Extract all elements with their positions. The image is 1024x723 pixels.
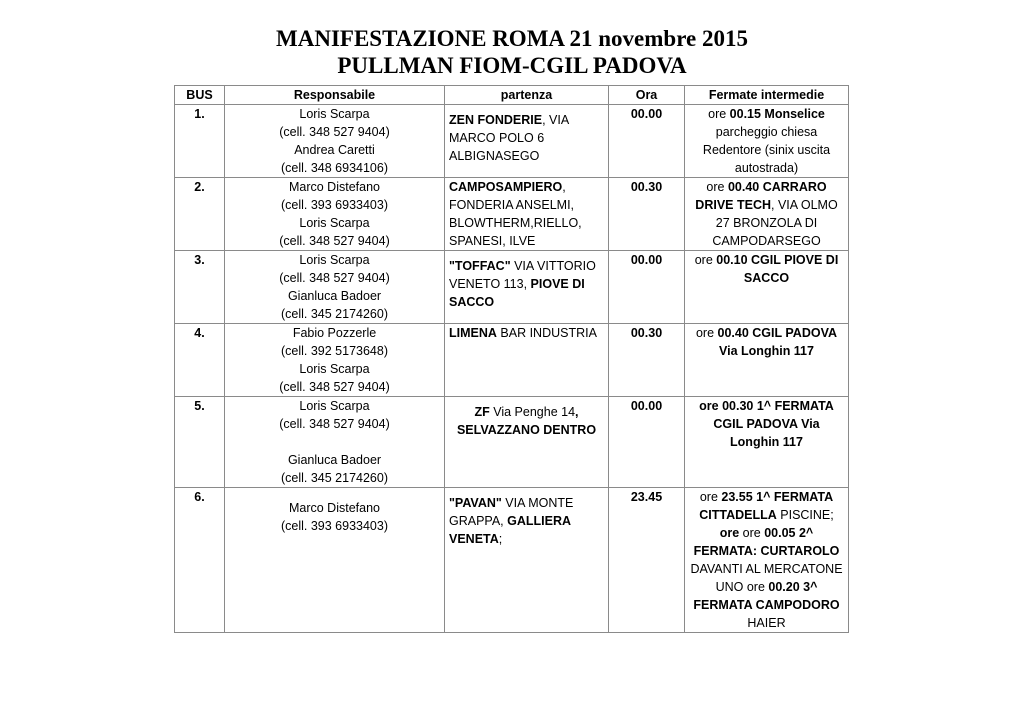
resp-phone: (cell. 348 527 9404) [279, 234, 390, 248]
partenza-cell [445, 178, 609, 251]
resp-phone: (cell. 393 6933403) [280, 519, 389, 533]
resp-phone: (cell. 348 527 9404) [279, 271, 390, 285]
fermata-time-place: 23.55 1^ FERMATA CITTADELLA [699, 490, 834, 522]
fermata-time-place: ore 00.30 1^ FERMATA CGIL PADOVA Via Longhin 117 [699, 399, 834, 449]
resp-phone: (cell. 345 2174260) [280, 471, 389, 485]
fermate-cell [685, 324, 849, 397]
blank-line [229, 433, 440, 451]
resp-phone: (cell. 348 6934106) [280, 161, 389, 175]
fermata-detail: parcheggio chiesa Redentore (sinix uscita autostrada) [702, 125, 831, 175]
partenza-address: VIA VITTORIO VENETO 113, [449, 259, 596, 291]
responsabile-cell [225, 178, 445, 251]
header-ora: Ora [609, 86, 685, 105]
partenza-place: ZEN FONDERIE [449, 113, 543, 127]
resp-phone: (cell. 348 527 9404) [279, 125, 390, 139]
resp-name: Loris Scarpa [299, 399, 370, 413]
resp-name: Loris Scarpa [299, 253, 370, 267]
partenza-address: Via Penghe 14 [489, 405, 576, 419]
responsabile-cell [225, 105, 445, 178]
ora-cell: 00.30 [609, 324, 685, 397]
partenza-address: , FONDERIA ANSELMI, BLOWTHERM,RIELLO, SPANESI, ILVE [449, 180, 582, 248]
ora-cell: 00.00 [609, 251, 685, 324]
resp-name: Gianluca Badoer [287, 289, 382, 303]
fermata-time-place: 00.40 CARRARO DRIVE TECH [695, 180, 827, 212]
fermata-prefix: ore [695, 326, 718, 340]
bus-number: 2. [175, 178, 225, 251]
fermata-time-place: 00.05 2^ FERMATA: CURTAROLO [693, 526, 840, 558]
partenza-cell [445, 397, 609, 488]
partenza-address: BAR INDUSTRIA [496, 326, 597, 340]
partenza-town: GALLIERA VENETA [449, 514, 571, 546]
fermata-time-place: 00.40 CGIL PADOVA Via Longhin 117 [717, 326, 838, 358]
responsabile-cell [225, 251, 445, 324]
fermata-prefix: ore [708, 107, 730, 121]
fermata-prefix: ore [694, 253, 717, 267]
fermate-cell [685, 397, 849, 488]
responsabile-cell [225, 397, 445, 488]
resp-name: Fabio Pozzerle [292, 326, 377, 340]
partenza-cell [445, 251, 609, 324]
bus-number: 1. [175, 105, 225, 178]
partenza-place: "PAVAN" [449, 496, 502, 510]
resp-phone: (cell. 348 527 9404) [279, 417, 390, 431]
header-fermate: Fermate intermedie [685, 86, 849, 105]
bus-number: 6. [175, 488, 225, 633]
fermata-ore: ore [719, 526, 740, 540]
partenza-town: , SELVAZZANO DENTRO [456, 405, 597, 437]
fermata-detail: PISCINE; [776, 508, 834, 522]
resp-name: Loris Scarpa [299, 216, 370, 230]
responsabile-cell [225, 324, 445, 397]
table-header-row [175, 86, 849, 105]
fermata-detail: HAIER [747, 616, 786, 630]
table-row [175, 324, 849, 397]
bus-schedule-table [174, 85, 849, 633]
header-partenza: partenza [445, 86, 609, 105]
partenza-cell [445, 105, 609, 178]
fermate-cell [685, 488, 849, 633]
table-row [175, 488, 849, 633]
header-bus: BUS [175, 86, 225, 105]
resp-name: Gianluca Badoer [287, 453, 382, 467]
partenza-place: LIMENA [449, 326, 497, 340]
bus-number: 5. [175, 397, 225, 488]
ora-cell: 23.45 [609, 488, 685, 633]
responsabile-cell [225, 488, 445, 633]
partenza-cell [445, 488, 609, 633]
table-row [175, 105, 849, 178]
fermata-prefix: ore [739, 526, 765, 540]
ora-cell: 00.30 [609, 178, 685, 251]
fermate-cell [685, 105, 849, 178]
partenza-cell [445, 324, 609, 397]
ora-cell: 00.00 [609, 105, 685, 178]
document-title: MANIFESTAZIONE ROMA 21 novembre 2015 [276, 26, 748, 51]
table-row [175, 397, 849, 488]
table-row [175, 251, 849, 324]
resp-name: Marco Distefano [288, 501, 380, 515]
resp-phone: (cell. 392 5173648) [280, 344, 389, 358]
resp-name: Loris Scarpa [299, 107, 370, 121]
resp-name: Marco Distefano [288, 180, 380, 194]
fermata-time-place: 00.15 Monselice [729, 107, 825, 121]
resp-phone: (cell. 348 527 9404) [279, 380, 390, 394]
fermata-detail: , VIA OLMO 27 BRONZOLA DI CAMPODARSEGO [712, 198, 838, 248]
resp-phone: (cell. 345 2174260) [280, 307, 389, 321]
bus-number: 3. [175, 251, 225, 324]
table-row [175, 178, 849, 251]
partenza-place: "TOFFAC" [449, 259, 511, 273]
partenza-town: PIOVE DI SACCO [449, 277, 585, 309]
partenza-address: VIA MONTE GRAPPA, [449, 496, 574, 528]
fermata-prefix: ore [699, 490, 722, 504]
document-subtitle: PULLMAN FIOM-CGIL PADOVA [337, 53, 687, 78]
resp-name: Loris Scarpa [299, 362, 370, 376]
bus-number: 4. [175, 324, 225, 397]
fermata-time-place: 00.20 3^ FERMATA CAMPODORO [693, 580, 840, 612]
header-responsabile: Responsabile [225, 86, 445, 105]
partenza-address: , VIA MARCO POLO 6 ALBIGNASEGO [449, 113, 569, 163]
fermate-cell [685, 251, 849, 324]
partenza-place: CAMPOSAMPIERO [449, 180, 563, 194]
fermata-time-place: 00.10 CGIL PIOVE DI SACCO [716, 253, 839, 285]
fermata-detail: DAVANTI AL MERCATONE UNO ore [690, 562, 843, 594]
partenza-place: ZF [474, 405, 490, 419]
ora-cell: 00.00 [609, 397, 685, 488]
fermate-cell [685, 178, 849, 251]
resp-name: Andrea Caretti [294, 143, 375, 157]
fermata-prefix: ore [706, 180, 728, 194]
partenza-punct: ; [498, 532, 503, 546]
resp-phone: (cell. 393 6933403) [280, 198, 389, 212]
